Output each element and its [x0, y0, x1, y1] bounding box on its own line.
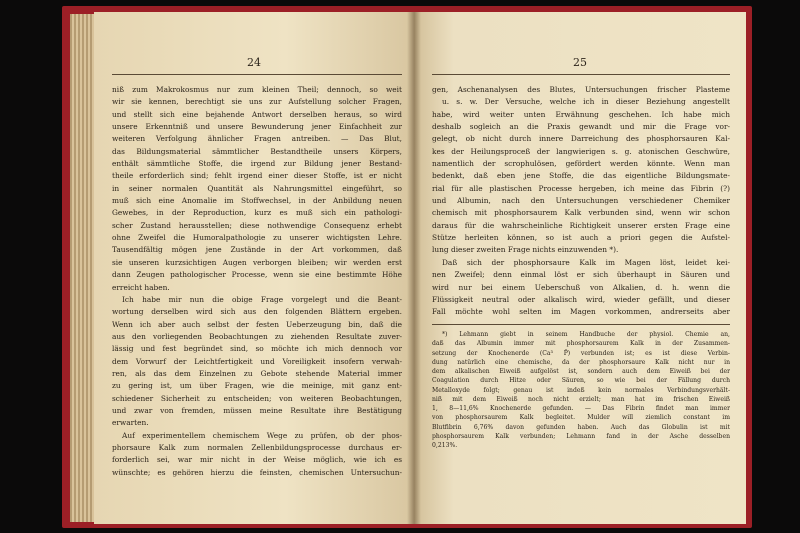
text-line: 1, 8—11,6% Knochenerde gefunden. — Das Fibrin findet man immer	[432, 405, 730, 412]
text-line: Daß sich der phosphorsaure Kalk im Magen löst, leidet kei-	[442, 257, 730, 267]
page-edges	[70, 14, 96, 522]
text-line: phosphorsaurem Kalk verbunden; Lehmann fand in der Asche desselben	[432, 432, 730, 440]
book-gutter	[407, 12, 421, 524]
text-line: Ich habe mir nun die obige Frage vorgelegt und die Beant-	[122, 294, 402, 304]
text-line: aus den vorliegenden Beobachtungen zu ziehenden Resultate zuver-	[112, 331, 402, 341]
text-line: ren, als das dem Einzelnen zu Gebote stehende Material immer	[112, 368, 402, 378]
text-line: das Bildungsmaterial sämmtlicher Bestandtheile unsers Körpers,	[112, 146, 402, 156]
text-line: 0,213%.	[432, 442, 458, 449]
text-line: dann Zeugen pathologischer Processe, wenn sie eine bestimmte Höhe	[112, 270, 402, 280]
text-line: sie unseren kurzsichtigen Augen verborgen bleiben; wir werden erst	[112, 257, 402, 267]
text-line: und Albumin, nach den Untersuchungen verschiedener Chemiker	[432, 196, 730, 206]
text-line: ohne Zweifel die Humoralpathologie zu unserer wichtigsten Lehre.	[112, 233, 402, 243]
left-body-text	[112, 84, 402, 479]
text-line: namentlich der scrophulösen, gefördert werden könnte. Wenn man	[432, 159, 730, 169]
text-line: dung natürlich eine chemische, da der phosphorsaure Kalk nicht nur in	[432, 358, 730, 366]
text-line: deshalb sogleich an die Praxis gewandt und mir die Frage vor-	[432, 122, 730, 132]
right-header-rule	[432, 74, 730, 75]
text-line: Blutfibrin 6,76% davon gefunden haben. Auch das Globulin ist mit	[432, 423, 730, 431]
text-line: von phosphorsaurem Kalk begleitet. Mulder will ziemlich constant im	[432, 414, 730, 422]
text-line: lässig und fest begründet sind, so möchte ich mich dennoch vor	[112, 344, 402, 354]
left-page-number: 24	[247, 56, 261, 69]
text-line: *) Lehmann giebt in seinem Handbuche der physiol. Chemie an,	[442, 331, 730, 338]
text-line: forderlich sei, war mir nicht in der Weise möglich, wie ich es	[112, 455, 402, 465]
text-line: muß sich eine Anomalie im Stoffwechsel, in der Anbildung neuen	[112, 196, 402, 206]
text-line: Auf experimentellem chemischem Wege zu prüfen, ob der phos-	[122, 430, 402, 440]
text-line: enthält sämmtliche Stoffe, die irgend zur Bildung jener Bestand-	[112, 159, 402, 169]
left-page	[94, 12, 414, 524]
right-page-number: 25	[573, 56, 587, 69]
text-line: erwarten.	[112, 418, 149, 428]
text-line: unsere Erkenntniß und unsere Bewunderung jener Einfachheit zur	[112, 122, 402, 132]
text-line: scher Zustand herausstellen; diese nothwendige Consequenz erhebt	[112, 220, 402, 230]
text-line: daraus für die wahrscheinliche Richtigkeit unserer ersten Frage eine	[432, 220, 730, 230]
text-line: Flüssigkeit neutral oder alkalisch wird, wieder gefällt, und dieser	[432, 294, 730, 304]
text-line: u. s. w. Der Versuche, welche ich in dieser Beziehung angestellt	[442, 97, 730, 107]
text-line: rial für alle plastischen Processe hergeben, ich meine das Fibrin (?)	[432, 183, 730, 193]
text-line: niß mit dem Eiweiß noch nicht erzielt; man hat im frischen Eiweiß	[432, 395, 730, 403]
text-line: in seiner normalen Quantität als Nahrungsmittel eingeführt, so	[112, 183, 402, 193]
text-line: weiteren Verfolgung ähnlicher Fragen antreiben. — Das Blut,	[112, 134, 402, 144]
text-line: zu gering ist, um über Fragen, wie die meinige, mit ganz ent-	[112, 381, 402, 391]
right-body-text	[432, 84, 730, 319]
text-line: habe, wird weiter unten Erwähnung geschehen. Ich habe mich	[432, 109, 730, 119]
text-line: und stellt sich eine bejahende Antwort derselben heraus, so wird	[112, 109, 402, 119]
text-line: kes der Heilungsproceß der langwierigen s. g. atonischen Geschwüre,	[432, 146, 730, 156]
text-line: Metalloxyde folgt; genau ist indeß kein normales Verbindungsverhält-	[432, 386, 730, 394]
text-line: daß das Albumin immer mit phosphorsaurem Kalk in der Zusammen-	[432, 340, 730, 348]
book	[62, 6, 752, 528]
text-line: gelegt, ob nicht durch innere Darreichung des phosphorsauren Kal-	[432, 134, 730, 144]
text-line: chemisch mit phosphorsaurem Kalk verbunden sind, wenn wir schon	[432, 208, 730, 218]
text-line: Gewebes, in der Reproduction, kurz es muß sich ein pathologi-	[112, 208, 402, 218]
left-header-rule	[112, 74, 402, 75]
text-line: Fall möchte wohl selten im Magen vorkommen, andrerseits aber	[432, 307, 730, 317]
text-line: phorsaure Kalk zum normalen Zellenbildungsprocesse durchaus er-	[112, 442, 402, 452]
text-line: setzung der Knochenerde (Ca³ P̈) verbunden ist; es ist diese Verbin-	[432, 349, 730, 357]
text-line: wird nur bei einem Ueberschuß von Alkalien, d. h. wenn die	[432, 282, 730, 292]
text-line: und zwar von fremden, müssen meine Resultate ihre Bestätigung	[112, 405, 402, 415]
text-line: Wenn ich aber auch selbst der festen Ueberzeugung bin, daß die	[112, 319, 402, 329]
text-line: wortung derselben wird sich aus den folgenden Blättern ergeben.	[112, 307, 402, 317]
text-line: bedenkt, daß eben jene Stoffe, die das eigentliche Bildungsmate-	[432, 171, 730, 181]
text-line: dem Vorwurf der Leichtfertigkeit und Voreiligkeit insofern verwah-	[112, 356, 402, 366]
text-line: lung dieser zweiten Frage nichts einzuwenden *).	[432, 245, 619, 255]
text-line: Stütze herleiten können, so ist auch a priori gegen die Aufstel-	[432, 233, 730, 243]
text-line: erreicht haben.	[112, 282, 170, 292]
text-line: dem alkalischen Eiweiß aufgelöst ist, sondern auch dem Eiweiß bei der	[432, 368, 730, 375]
text-line: wünschte; es gehören hierzu die feinsten, chemischen Untersuchun-	[112, 467, 402, 477]
text-line: nen Zweifel; denn einmal löst er sich überhaupt in Säuren und	[432, 270, 730, 280]
text-line: schiedener Sicherheit zu entscheiden; von weiteren Beobachtungen,	[112, 393, 402, 403]
text-line: Tausendfältig mögen jene Zustände in der Art vorkommen, daß	[112, 245, 402, 255]
text-line: theile erforderlich sind; fehlt irgend einer dieser Stoffe, ist er nicht	[112, 171, 402, 181]
text-line: Coagulation durch Hitze oder Säuren, so wie bei der Fällung durch	[432, 377, 730, 385]
text-line: wir sie kennen, berechtigt sie uns zur Aufstellung solcher Fragen,	[112, 97, 402, 107]
footnote-text	[432, 330, 730, 450]
text-line: niß zum Makrokosmus nur zum kleinen Theil; dennoch, so weit	[112, 85, 402, 94]
footnote-rule	[432, 324, 730, 325]
text-line: gen, Aschenanalysen des Blutes, Untersuchungen frischer Plasteme	[432, 85, 730, 94]
right-page	[414, 12, 746, 524]
